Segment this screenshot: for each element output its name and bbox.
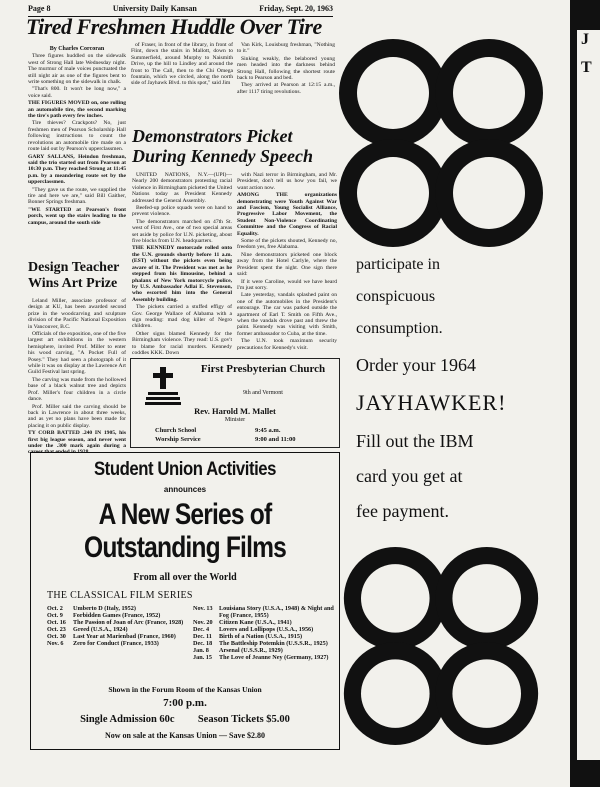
adjacent-letter: T <box>581 59 592 76</box>
decorative-rings-bottom-icon <box>338 546 544 746</box>
paragraph: "They gave us the route, we supplied the tire and here we are," said Bill Gaither, Bonner Springs freshman. <box>28 186 126 206</box>
film-date: Oct. 16 <box>47 619 66 626</box>
paragraph: The carving was made from the hollowed base of a black walnut tree and depicts Prof. Miller's four children in a circle dance. <box>28 376 126 403</box>
su-headline-line2: Outstanding Films <box>83 531 287 564</box>
paragraph: Prof. Miller said the carving should be back in Lawrence in about three weeks, and as yet no plans have been made for placing it on public display. <box>28 403 126 429</box>
paragraph: GARY SALLANS, Heindon freshman, said the trio started out from Pearson at 10:30 p.m. They reached Strong at 11:45 p.m. by a meandering route set by the upperclassmen. <box>28 153 126 186</box>
church-school-time: 9:45 a.m. <box>255 427 281 434</box>
jayhawker-ad <box>338 38 544 748</box>
ad-line-4: Order your 1964 <box>356 355 476 375</box>
paragraph: Some of the pickets shouted, Kennedy no, freedom yes, free Alabama. <box>237 238 337 251</box>
paragraph: THE FIGURES MOVED on, one rolling an automobile tire, the second marking the tire's path every few inches. <box>28 100 126 120</box>
adjacent-page-paper <box>577 30 600 760</box>
paragraph: The demonstrators marched on 47th St. west of First Ave., one of two special areas set aside by police for U.N. picketing, about five blocks from U.N. headquarters. <box>132 218 232 245</box>
su-announces: announces <box>163 485 207 494</box>
film-date: Nov. 13 <box>193 605 213 612</box>
paper-name: University Daily Kansan <box>112 4 197 13</box>
list-item <box>47 605 187 612</box>
paragraph: Officials of the exposition, one of the five largest art exhibitions in the western hemisphere, invited Prof. Miller to enter his wood carving, "A Pocket Full of Posey." They had seen a photograph of it while it was on display at the Lawrence Art Guild Festival last spring. <box>28 331 126 376</box>
adjacent-letter: J <box>581 31 589 48</box>
story-kennedy-headline: Demonstrators Picket During Kennedy Speech <box>132 126 314 166</box>
film-title: Forbidden Games (France, 1952) <box>73 612 161 619</box>
church-name: First Presbyterian Church <box>200 363 326 375</box>
paragraph: Nine demonstrators picketed one block away from the Hotel Carlyle, where the President spent the night. One sign there said: <box>237 251 337 278</box>
church-ad <box>130 358 340 448</box>
film-title: The Love of Jeanne Ney (Germany, 1927) <box>219 654 329 661</box>
su-from: From all over the World <box>133 572 237 583</box>
film-date: Nov. 6 <box>47 640 64 647</box>
list-item <box>47 619 187 626</box>
church-worship-row <box>155 436 335 443</box>
film-date: Nov. 20 <box>193 619 213 626</box>
film-date: Dec. 18 <box>193 640 213 647</box>
film-title: Umberto D (Italy, 1952) <box>73 605 136 612</box>
film-title: Lovers and Lollipops (U.S.A., 1956) <box>219 626 314 633</box>
film-title: Arsenal (U.S.S.R., 1929) <box>219 647 283 654</box>
list-item <box>193 640 335 647</box>
film-date: Oct. 2 <box>47 605 63 612</box>
su-time: 7:00 p.m. <box>163 697 207 709</box>
list-item <box>47 612 187 619</box>
su-prices <box>31 714 339 725</box>
film-date: Dec. 4 <box>193 626 210 633</box>
list-item <box>47 633 187 640</box>
page-number: Page 8 <box>28 4 51 13</box>
church-pastor: Rev. Harold M. Mallet <box>194 406 276 416</box>
film-title: Birth of a Nation (U.S.A., 1915) <box>219 633 303 640</box>
paragraph: with Nazi terror in Birmingham, and Mr. President, don't tell us how you fail, we want action now. <box>237 172 337 191</box>
film-title: Last Year at Marienbad (France, 1960) <box>73 633 176 640</box>
film-date: Oct. 30 <box>47 633 66 640</box>
issue-date: Friday, Sept. 20, 1963 <box>259 4 333 13</box>
story-art-col <box>28 298 126 456</box>
paragraph: They arrived at Pearson at 12:15 a.m., after 1117 tiring revolutions. <box>237 82 335 95</box>
church-role: Minister <box>224 417 246 423</box>
paragraph: If it were Caroline, would we have heard I'm just sorry. <box>237 278 337 291</box>
film-date: Oct. 9 <box>47 612 63 619</box>
ad-line-6: Fill out the IBM <box>356 431 474 451</box>
ad-line-2: conspicuous <box>356 288 436 305</box>
paragraph: Tire thieves? Crackpots? No, just freshmen men of Pearson Scholarship Hall following instructions to count the revolutions an automobile tire made on a route laid out by Pearson's upperclassmen. <box>28 120 126 153</box>
su-title: Student Union Activities <box>93 459 277 480</box>
ad-line-3: consumption. <box>356 320 443 337</box>
film-title: The Passion of Joan of Arc (France, 1928) <box>73 619 184 626</box>
paragraph: "That's 800. It won't be long now," a voice said. <box>28 86 126 99</box>
list-item <box>193 654 335 661</box>
church-worship-time: 9:00 and 11:00 <box>255 436 296 443</box>
church-worship-label: Worship Service <box>155 436 201 443</box>
church-school-label: Church School <box>155 427 197 434</box>
paragraph: Van Kirk, Louisburg freshman, "Nothing to it." <box>237 42 335 55</box>
film-title: Zero for Conduct (France, 1933) <box>73 640 159 647</box>
film-date: Jan. 8 <box>193 647 209 654</box>
story-kennedy-col1 <box>132 172 232 354</box>
paragraph: of Fraser, in front of the library, in front of Flint, down the stairs in Mallott, down to Summerfield, around Murphy to Naismith Drive, up the hill to Lindley and around the front to The Call, then to the Chi Omega fountain, which we circled, along the north side of Jayhawk Blvd. to this spot," said Jim <box>131 42 233 87</box>
story-tire-col3 <box>237 42 335 122</box>
story-tire-headline: Tired Freshmen Huddle Over Tire <box>26 14 322 39</box>
story-art-headline: Design Teacher Wins Art Prize <box>28 260 120 291</box>
film-title: Louisiana Story (U.S.A., 1948) & Night and Fog (France, 1955) <box>219 605 334 619</box>
paragraph: TY CORB BATTED .240 IN 1905, his first big league season, and never went under the .300 mark again during a career that ended in 1928. <box>28 430 126 456</box>
film-date: Dec. 11 <box>193 633 212 640</box>
paragraph: Late yesterday, vandals splashed paint on one of the automobiles in the President's entourage. The car was parked outside the apartment of Earl T. Smith on Fifth Ave., when the vandals drove past and threw the paint. Kennedy was visiting with Smith, former ambassador to Cuba, at the time. <box>237 292 337 337</box>
paragraph: AMONG THE organizations demonstrating were Youth Against War and Fascism, Young Socialist Alliance, Progressive Labor Movement, the Student Non-Violence Coordinating Committee and the Congress of Racial Equality. <box>237 192 337 237</box>
ad-line-1: participate in <box>356 256 440 273</box>
list-item <box>193 626 335 633</box>
list-item <box>193 605 335 619</box>
list-item <box>193 619 335 626</box>
list-item <box>193 647 335 654</box>
film-date: Oct. 23 <box>47 626 66 633</box>
paragraph: The U.N. took maximum security precautions for Kennedy's visit. <box>237 338 337 351</box>
film-list-right <box>193 605 335 661</box>
story-tire-col1 <box>28 46 126 258</box>
ad-line-7: card you get at <box>356 466 463 486</box>
paragraph: Beefed-up police squads were on hand to prevent violence. <box>132 205 232 218</box>
film-list-left <box>47 605 187 647</box>
film-title: Citizen Kane (U.S.A., 1941) <box>219 619 292 626</box>
list-item <box>47 626 187 633</box>
paragraph: Other signs blamed Kennedy for the Birmingham violence. They read: U.S. gov't to blame for racial murders. Kennedy coddles KKK. Down <box>132 330 232 356</box>
paragraph: "WE STARTED at Pearson's front porch, went up the stairs leading to the campus, around the south side <box>28 206 126 226</box>
paragraph: The pickets carried a stuffed effigy of Gov. George Wallace of Alabama with a sign reading: mad dog killer of Negro children. <box>132 304 232 330</box>
su-series: THE CLASSICAL FILM SERIES <box>47 590 193 601</box>
paragraph: Three figures huddled on the sidewalk west of Strong Hall late Wednesday night. The murmur of male voices punctuated the still night air as one of the figures bent to write something on the sidewalk in chalk. <box>28 53 126 86</box>
su-headline <box>59 498 312 564</box>
list-item <box>193 633 335 640</box>
su-headline-line1: A New Series of <box>98 498 272 531</box>
student-union-ad <box>30 452 340 750</box>
story-tire-col2 <box>131 42 233 122</box>
story-tire-byline: By Charles Corcoran <box>49 46 105 52</box>
story-kennedy-col2 <box>237 172 337 354</box>
paragraph: UNITED NATIONS, N.Y.—(UPI)—Nearly 200 demonstrators protesting racial violence in Birmingham picketed the United Nations today as President Kennedy addressed the General Assembly. <box>132 172 232 204</box>
su-location: Shown in the Forum Room of the Kansas Union <box>108 685 262 694</box>
paragraph: Sinking weakly, the belabored young men headed into the darkness behind Strong Hall, following the shortest route back to Pearson and bed. <box>237 55 335 82</box>
church-cross-icon <box>145 365 181 405</box>
su-single-price: Single Admission 60c <box>80 714 175 725</box>
church-address: 9th and Vermont <box>243 390 283 396</box>
film-title: Greed (U.S.A., 1924) <box>73 626 128 633</box>
su-sale: Now on sale at the Kansas Union — Save $2.80 <box>104 731 265 740</box>
ad-line-8: fee payment. <box>356 501 449 521</box>
decorative-rings-top-icon <box>338 38 544 248</box>
su-season-price: Season Tickets $5.00 <box>197 714 290 725</box>
paragraph: THE KENNEDY motorcade rolled onto the U.N. grounds shortly before 11 a.m. (EST) without the pickets even being aware of it. The President was met as he stepped from his limousine, behind a phalanx of New York motorcycle police, by U.S. Ambassador Adlai E. Stevenson, who escorted him into the General Assembly building. <box>132 245 232 303</box>
paragraph: Leland Miller, associate professor of design at KU, has been awarded second prize in the woodcarving and sculpture division of the Pacific National Exposition in Vancouver, B.C. <box>28 298 126 330</box>
film-title: The Battleship Potemkin (U.S.S.R., 1925) <box>219 640 328 647</box>
ad-line-5: JAYHAWKER! <box>356 390 507 415</box>
film-date: Jan. 15 <box>193 654 212 661</box>
list-item <box>47 640 187 647</box>
adjacent-page-edge <box>570 0 600 787</box>
church-school-row <box>155 427 335 434</box>
